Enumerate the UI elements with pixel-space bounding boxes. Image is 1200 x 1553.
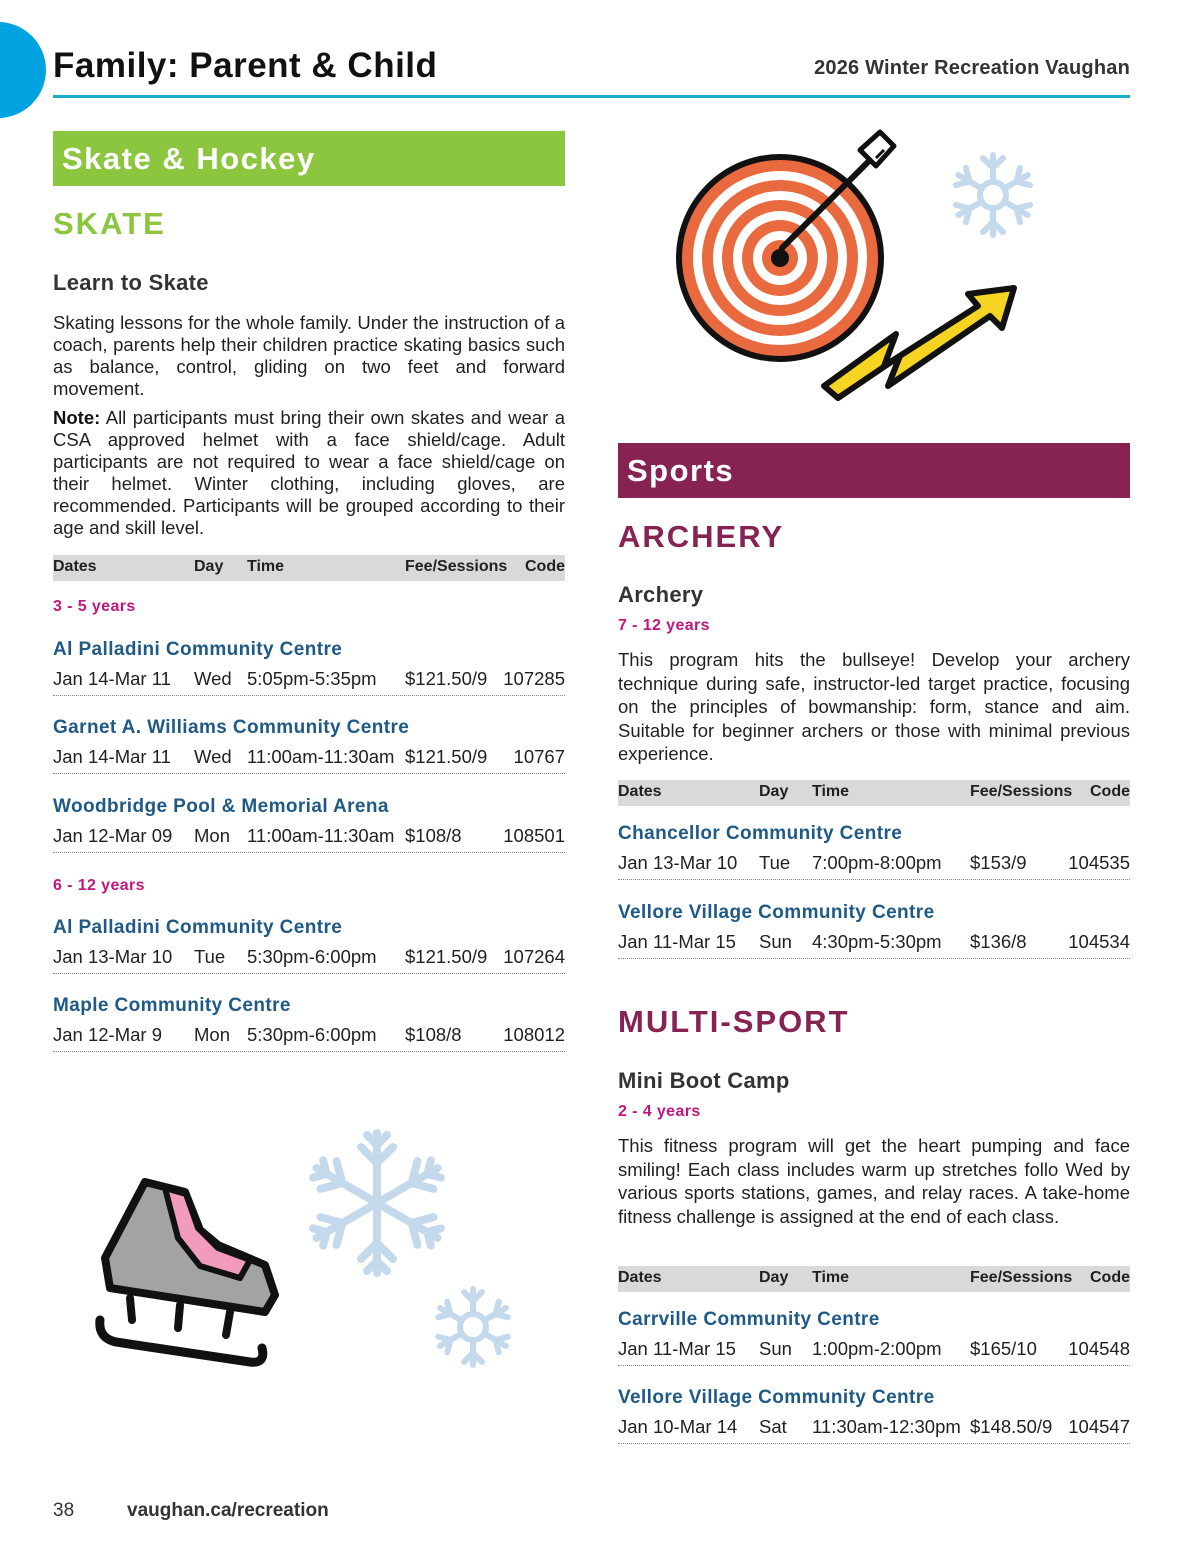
subcategory-heading-multi-sport: MULTI-SPORT (618, 1004, 850, 1039)
note-text: All participants must bring their own skates and wear a CSA approved helmet with a face shield/cage. Adult participants are not required to wear a face shield/cage on their helmet. Winter clothing, including gloves, are recommended. Participants will be grouped according to their age and skill level. (53, 407, 565, 538)
col-day: Day (759, 1269, 789, 1286)
description-text: Skating lessons for the whole family. Under the instruction of a coach, parents help their children practice skating basics such as balance, control, gliding on two feet and forward movement. (53, 312, 565, 399)
program-note (53, 407, 565, 539)
cell-code: 10767 (513, 746, 565, 767)
col-fee: Fee/Sessions (970, 783, 1073, 800)
location-name: Vellore Village Community Centre (618, 902, 935, 923)
cell-fee: $136/8 (970, 931, 1027, 952)
page-tab-marker (0, 22, 46, 118)
age-group-label: 3 - 5 years (53, 598, 136, 615)
col-dates: Dates (53, 558, 97, 575)
subcategory-heading-archery: ARCHERY (618, 519, 785, 554)
note-label: Note: (53, 407, 101, 428)
snowflake-icon (430, 1284, 516, 1370)
cell-fee: $165/10 (970, 1338, 1037, 1359)
col-time: Time (812, 1269, 850, 1286)
cell-fee: $153/9 (970, 852, 1027, 873)
cell-dates: Jan 13-Mar 10 (53, 946, 173, 967)
table-row (53, 824, 565, 853)
cell-dates: Jan 14-Mar 11 (53, 668, 171, 689)
ice-skate-icon (90, 1170, 290, 1390)
col-code: Code (1090, 1269, 1130, 1286)
cell-dates: Jan 13-Mar 10 (618, 852, 738, 873)
col-time: Time (247, 558, 285, 575)
cell-code: 107264 (503, 946, 565, 967)
page-title: Family: Parent & Child (53, 46, 438, 85)
program-description (53, 312, 565, 400)
table-row (53, 945, 565, 974)
section-banner-sports: Sports (618, 443, 1130, 498)
location-name: Woodbridge Pool & Memorial Arena (53, 796, 389, 817)
cell-time: 4:30pm-5:30pm (812, 931, 942, 952)
program-title-archery: Archery (618, 582, 704, 607)
table-row (618, 1415, 1130, 1444)
table-row (53, 667, 565, 696)
section-banner-skate-hockey: Skate & Hockey (53, 131, 565, 186)
table-header (618, 1266, 1130, 1292)
cell-day: Tue (759, 852, 791, 873)
footer-link[interactable]: vaughan.ca/recreation (127, 1500, 329, 1521)
program-description: This fitness program will get the heart pumping and face smiling! Each class includes warm up stretches follo Wed by various sports stations, games, and relay races. A take-home fitness challenge is assigned at the end of each class. (618, 1135, 1130, 1227)
col-dates: Dates (618, 1269, 662, 1286)
cell-day: Mon (194, 825, 230, 846)
cell-code: 104534 (1068, 931, 1130, 952)
cell-fee: $108/8 (405, 1024, 462, 1045)
cell-time: 5:30pm-6:00pm (247, 1024, 377, 1045)
cell-time: 11:00am-11:30am (247, 746, 395, 767)
cell-dates: Jan 11-Mar 15 (618, 931, 736, 952)
table-row (618, 930, 1130, 959)
location-name: Garnet A. Williams Community Centre (53, 717, 410, 738)
location-name: Carrville Community Centre (618, 1309, 880, 1330)
cell-fee: $121.50/9 (405, 668, 488, 689)
col-time: Time (812, 783, 850, 800)
location-name: Maple Community Centre (53, 995, 291, 1016)
cell-day: Sun (759, 1338, 792, 1359)
arrow-icon (772, 128, 902, 258)
cell-dates: Jan 12-Mar 9 (53, 1024, 162, 1045)
location-name: Vellore Village Community Centre (618, 1387, 935, 1408)
cell-code: 108501 (503, 825, 565, 846)
subcategory-heading-skate: SKATE (53, 206, 166, 241)
cell-dates: Jan 11-Mar 15 (618, 1338, 736, 1359)
cell-fee: $148.50/9 (970, 1416, 1053, 1437)
cell-day: Wed (194, 668, 232, 689)
location-name: Chancellor Community Centre (618, 823, 903, 844)
cell-code: 104535 (1068, 852, 1130, 873)
cell-fee: $121.50/9 (405, 946, 488, 967)
cell-fee: $108/8 (405, 825, 462, 846)
header-divider (53, 95, 1130, 98)
table-row (53, 1023, 565, 1052)
location-name: Al Palladini Community Centre (53, 639, 343, 660)
cell-code: 104547 (1068, 1416, 1130, 1437)
program-description: This program hits the bullseye! Develop your archery technique during safe, instructor-led target practice, focusing on the principles of bowmanship: form, stance and aim. Suitable for beginner archers or those with minimal previous experience. (618, 649, 1130, 764)
table-row (618, 1337, 1130, 1366)
cell-day: Mon (194, 1024, 230, 1045)
cell-code: 104548 (1068, 1338, 1130, 1359)
program-title-mini-boot-camp: Mini Boot Camp (618, 1068, 790, 1093)
cell-code: 107285 (503, 668, 565, 689)
cell-time: 7:00pm-8:00pm (812, 852, 942, 873)
table-header (53, 555, 565, 581)
cell-dates: Jan 14-Mar 11 (53, 746, 171, 767)
cell-dates: Jan 12-Mar 09 (53, 825, 173, 846)
cell-day: Sat (759, 1416, 787, 1437)
table-row (53, 745, 565, 774)
age-group-label: 2 - 4 years (618, 1103, 701, 1120)
cell-code: 108012 (503, 1024, 565, 1045)
col-day: Day (759, 783, 789, 800)
cell-time: 5:30pm-6:00pm (247, 946, 377, 967)
cell-time: 1:00pm-2:00pm (812, 1338, 942, 1359)
col-code: Code (1090, 783, 1130, 800)
publication-title: 2026 Winter Recreation Vaughan (814, 57, 1130, 79)
location-name: Al Palladini Community Centre (53, 917, 343, 938)
age-group-label: 7 - 12 years (618, 617, 710, 634)
page-number: 38 (53, 1500, 75, 1521)
col-code: Code (525, 558, 565, 575)
col-day: Day (194, 558, 224, 575)
lightning-arrow-icon (818, 284, 1028, 404)
cell-day: Sun (759, 931, 792, 952)
cell-dates: Jan 10-Mar 14 (618, 1416, 738, 1437)
table-row (618, 851, 1130, 880)
cell-time: 11:00am-11:30am (247, 825, 395, 846)
age-group-label: 6 - 12 years (53, 877, 145, 894)
table-header (618, 780, 1130, 806)
snowflake-icon (298, 1124, 456, 1282)
col-dates: Dates (618, 783, 662, 800)
cell-time: 5:05pm-5:35pm (247, 668, 377, 689)
program-title-learn-to-skate: Learn to Skate (53, 270, 209, 295)
cell-fee: $121.50/9 (405, 746, 488, 767)
cell-day: Tue (194, 946, 226, 967)
col-fee: Fee/Sessions (970, 1269, 1073, 1286)
col-fee: Fee/Sessions (405, 558, 508, 575)
snowflake-icon (948, 150, 1038, 240)
cell-day: Wed (194, 746, 232, 767)
cell-time: 11:30am-12:30pm (812, 1416, 961, 1437)
